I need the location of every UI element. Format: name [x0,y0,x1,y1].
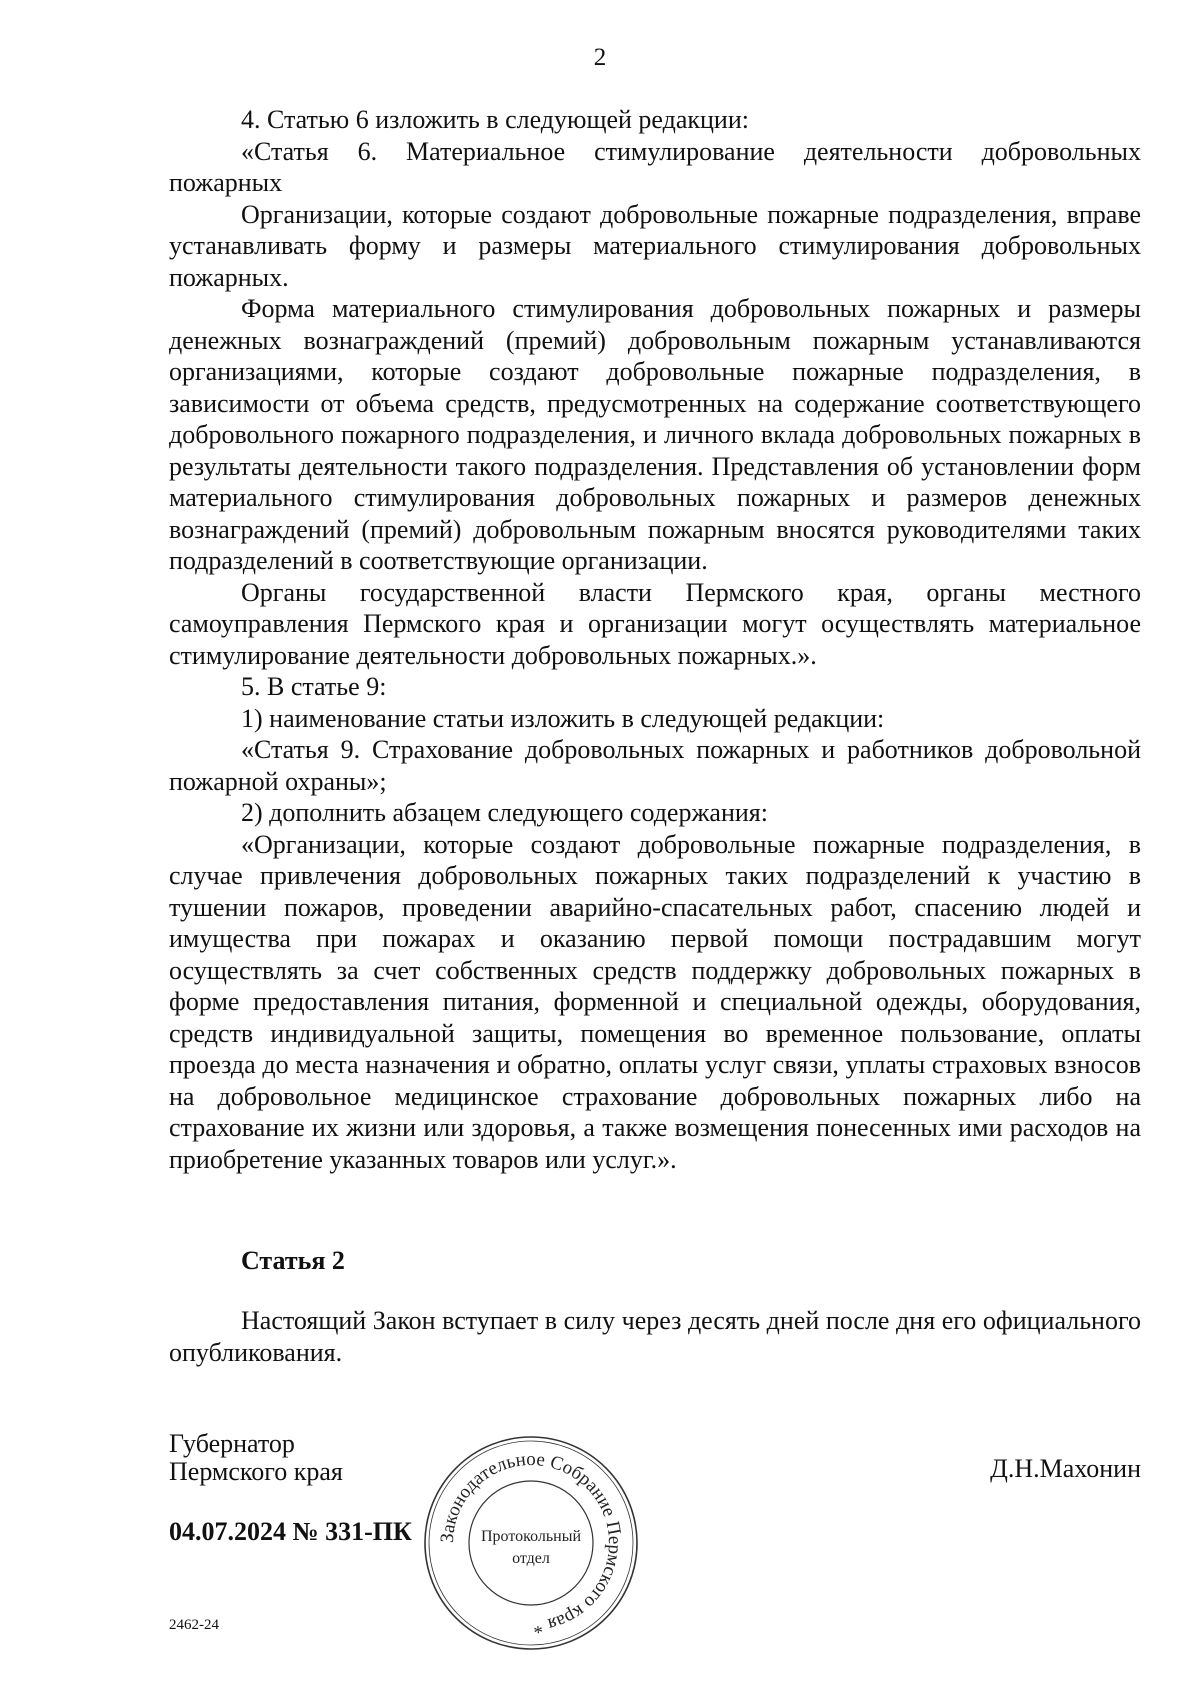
stamp-center-line: Протокольный [480,1528,582,1545]
stamp-ring-text: Законодательное Собрание Пермского края * [436,1448,626,1638]
paragraph: «Организации, которые создают добровольные пожарные подразделения, в случае привлечения добровольных пожарных таких подразделений к участию в тушении пожаров, проведении аварийно-спасательных работ, спасению людей и имущества при пожарах и оказанию первой помощи пострадавшим могут осуществлять за счет собственных средств поддержку добровольных пожарных в форме предоставления питания, форменной и специальной одежды, оборудования, средств индивидуальной защиты, помещения во временное пользование, оплаты проезда до места назначения и обратно, оплаты услуг связи, уплаты страховых взносов на добровольное медицинское страхование добровольных пожарных либо на страхование их жизни или здоровья, а также возмещения понесенных ими расходов на приобретение указанных товаров или услуг.». [169,829,1141,1174]
official-stamp [421,1433,641,1653]
paragraph: 4. Статью 6 изложить в следующей редакции: [241,105,749,134]
paragraph: Органы государственной власти Пермского края, органы местного самоуправления Пермского края и организации могут осуществлять материальное стимулирование деятельности добровольных пожарных.». [169,577,1141,670]
article-2-heading: Статья 2 [241,1246,345,1275]
paragraph: 2) дополнить абзацем следующего содержания: [241,798,768,827]
signatory-title-line: Губернатор [169,1429,295,1458]
stamp-seal-icon [421,1433,641,1653]
registry-number: 2462-24 [169,1617,219,1633]
article-2-body [169,1305,1141,1368]
page-number: 2 [593,44,607,71]
stamp-center-line: отдел [512,1550,550,1567]
paragraph: Организации, которые создают добровольные пожарные подразделения, вправе устанавливать форму и размеры материального стимулирования добровольных пожарных. [169,199,1141,292]
document-body [169,104,1141,1175]
paragraph: Форма материального стимулирования добровольных пожарных и размеры денежных вознаграждений (премий) добровольным пожарным устанавливаются организациями, которые создают добровольные пожарные подразделения, в зависимости от объема средств, предусмотренных на содержание соответствующего добровольного пожарного подразделения, и личного вклада добровольных пожарных в результаты деятельности такого подразделения. Представления об установлении форм материального стимулирования добровольных пожарных и размеров денежных вознаграждений (премий) добровольным пожарным вносятся руководителями таких подразделений в соответствующие организации. [169,294,1141,575]
paragraph: 1) наименование статьи изложить в следующей редакции: [241,703,885,733]
paragraph: 5. В статье 9: [241,672,387,701]
signatory-name: Д.Н.Махонин [990,1454,1141,1483]
paragraph: «Статья 6. Материальное стимулирование деятельности добровольных пожарных [169,136,1141,197]
paragraph: «Статья 9. Страхование добровольных пожарных и работников добровольной пожарной охраны»; [169,735,1141,796]
article-2-text: Настоящий Закон вступает в силу через десять дней после дня его официального опубликования. [169,1306,1141,1367]
signatory-title [169,1430,343,1486]
law-number: 04.07.2024 № 331-ПК [169,1517,412,1546]
signatory-title-line: Пермского края [169,1457,343,1486]
